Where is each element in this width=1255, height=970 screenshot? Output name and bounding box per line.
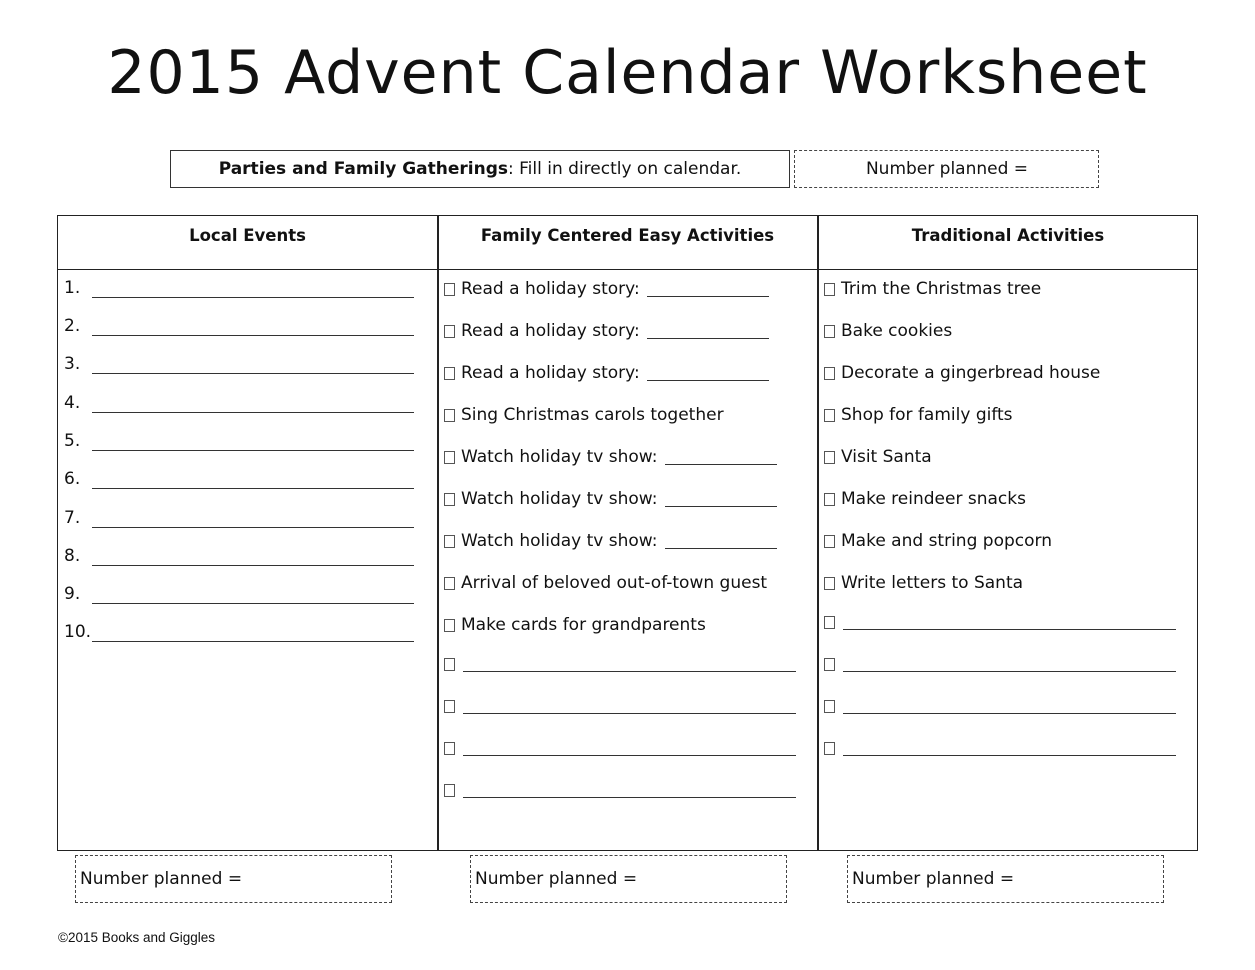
local-event-row [64, 393, 414, 413]
local-event-row [64, 316, 414, 336]
checkbox[interactable] [444, 367, 455, 380]
parties-number-planned[interactable] [794, 150, 1099, 188]
local-event-row [64, 508, 414, 528]
local-event-row [64, 546, 414, 566]
checkbox[interactable] [444, 451, 455, 464]
local-event-number: 8. [64, 546, 81, 566]
traditional-activity-item [824, 615, 1176, 630]
checkbox[interactable] [824, 742, 835, 755]
checkbox[interactable] [824, 616, 835, 629]
checkbox[interactable] [444, 409, 455, 422]
checkbox[interactable] [444, 493, 455, 506]
traditional-activity-item [824, 363, 1100, 383]
checkbox[interactable] [444, 700, 455, 713]
fill-in-blank[interactable] [843, 657, 1176, 672]
local-event-number: 2. [64, 316, 81, 336]
family-activity-label: Read a holiday story: [461, 363, 640, 383]
checkbox[interactable] [824, 577, 835, 590]
local-event-number: 1. [64, 278, 81, 298]
local-event-blank[interactable] [92, 283, 414, 298]
family-activity-label: Read a holiday story: [461, 279, 640, 299]
local-event-number: 5. [64, 431, 81, 451]
header-local-events: Local Events [189, 225, 306, 245]
local-event-blank[interactable] [92, 398, 414, 413]
fill-in-blank[interactable] [463, 741, 796, 756]
local-event-blank[interactable] [92, 589, 414, 604]
family-number-planned[interactable] [470, 855, 787, 903]
family-activity-label: Watch holiday tv show: [461, 447, 658, 467]
local-event-number: 7. [64, 508, 81, 528]
fill-in-blank[interactable] [463, 657, 796, 672]
parties-text: : Fill in directly on calendar. [508, 159, 742, 179]
family-activity-item [444, 363, 769, 383]
family-activity-item [444, 531, 777, 551]
fill-in-blank[interactable] [665, 450, 777, 465]
traditional-activity-item [824, 699, 1176, 714]
number-planned-label: Number planned = [865, 159, 1029, 179]
header-family-activities: Family Centered Easy Activities [480, 225, 775, 245]
local-event-blank[interactable] [92, 551, 414, 566]
parties-label: Parties and Family Gatherings [218, 159, 508, 179]
checkbox[interactable] [444, 535, 455, 548]
fill-in-blank[interactable] [843, 741, 1176, 756]
local-event-blank[interactable] [92, 513, 414, 528]
fill-in-blank[interactable] [665, 534, 777, 549]
traditional-activity-item [824, 657, 1176, 672]
family-activity-label: Arrival of beloved out-of-town guest [461, 573, 768, 593]
family-activity-item [444, 741, 796, 756]
fill-in-blank[interactable] [647, 366, 769, 381]
traditional-activity-label: Visit Santa [841, 447, 932, 467]
traditional-activity-label: Shop for family gifts [841, 405, 1013, 425]
local-event-row [64, 584, 414, 604]
local-event-number: 4. [64, 393, 81, 413]
local-event-number: 3. [64, 354, 81, 374]
checkbox[interactable] [824, 409, 835, 422]
checkbox[interactable] [444, 619, 455, 632]
traditional-activity-item [824, 321, 952, 341]
header-traditional-activities: Traditional Activities [911, 225, 1105, 245]
checkbox[interactable] [444, 325, 455, 338]
family-activity-item [444, 447, 777, 467]
traditional-activity-item [824, 573, 1023, 593]
local-event-blank[interactable] [92, 627, 414, 642]
checkbox[interactable] [444, 577, 455, 590]
checkbox[interactable] [824, 367, 835, 380]
copyright: ©2015 Books and Giggles [58, 930, 216, 945]
local-event-number: 9. [64, 584, 81, 604]
traditional-number-planned[interactable] [847, 855, 1164, 903]
traditional-activity-item [824, 405, 1013, 425]
local-event-row [64, 469, 414, 489]
family-activity-item [444, 657, 796, 672]
fill-in-blank[interactable] [665, 492, 777, 507]
family-activity-item [444, 321, 769, 341]
local-event-row [64, 278, 414, 298]
checkbox[interactable] [444, 784, 455, 797]
number-planned-label: Number planned = [80, 869, 243, 889]
family-activity-label: Read a holiday story: [461, 321, 640, 341]
number-planned-label: Number planned = [475, 869, 638, 889]
checkbox[interactable] [824, 535, 835, 548]
family-activity-item [444, 699, 796, 714]
family-activity-item [444, 783, 796, 798]
checkbox[interactable] [824, 493, 835, 506]
local-event-number: 6. [64, 469, 81, 489]
traditional-activity-label: Make and string popcorn [841, 531, 1052, 551]
family-activity-item [444, 615, 706, 635]
parties-box [170, 150, 790, 188]
local-event-blank[interactable] [92, 321, 414, 336]
traditional-activity-item [824, 531, 1052, 551]
local-number-planned[interactable] [75, 855, 392, 903]
fill-in-blank[interactable] [463, 783, 796, 798]
traditional-activity-item [824, 489, 1026, 509]
column-divider [817, 216, 819, 850]
local-event-blank[interactable] [92, 359, 414, 374]
checkbox[interactable] [444, 742, 455, 755]
local-event-blank[interactable] [92, 474, 414, 489]
local-event-blank[interactable] [92, 436, 414, 451]
family-activity-item [444, 573, 767, 593]
family-activity-item [444, 405, 724, 425]
number-planned-label: Number planned = [852, 869, 1015, 889]
family-activity-label: Sing Christmas carols together [461, 405, 724, 425]
traditional-activity-label: Make reindeer snacks [841, 489, 1026, 509]
checkbox[interactable] [824, 451, 835, 464]
worksheet-title: 2015 Advent Calendar Worksheet [107, 38, 1148, 108]
traditional-activity-label: Decorate a gingerbread house [841, 363, 1101, 383]
checkbox[interactable] [824, 325, 835, 338]
traditional-activity-label: Bake cookies [841, 321, 953, 341]
family-activity-label: Make cards for grandparents [461, 615, 706, 635]
checkbox[interactable] [824, 658, 835, 671]
fill-in-blank[interactable] [463, 699, 796, 714]
local-event-row [64, 354, 414, 374]
traditional-activity-label: Trim the Christmas tree [841, 279, 1042, 299]
activities-grid [57, 215, 1198, 851]
traditional-activity-item [824, 741, 1176, 756]
checkbox[interactable] [824, 283, 835, 296]
traditional-activity-item [824, 447, 932, 467]
family-activity-item [444, 279, 769, 299]
checkbox[interactable] [824, 700, 835, 713]
local-event-row [64, 622, 414, 642]
traditional-activity-item [824, 279, 1041, 299]
checkbox[interactable] [444, 283, 455, 296]
traditional-activity-label: Write letters to Santa [841, 573, 1024, 593]
local-event-number: 10. [64, 622, 92, 642]
fill-in-blank[interactable] [647, 324, 769, 339]
checkbox[interactable] [444, 658, 455, 671]
fill-in-blank[interactable] [843, 699, 1176, 714]
family-activity-label: Watch holiday tv show: [461, 489, 658, 509]
family-activity-item [444, 489, 777, 509]
family-activity-label: Watch holiday tv show: [461, 531, 658, 551]
local-event-row [64, 431, 414, 451]
fill-in-blank[interactable] [843, 615, 1176, 630]
fill-in-blank[interactable] [647, 282, 769, 297]
column-divider [437, 216, 439, 850]
